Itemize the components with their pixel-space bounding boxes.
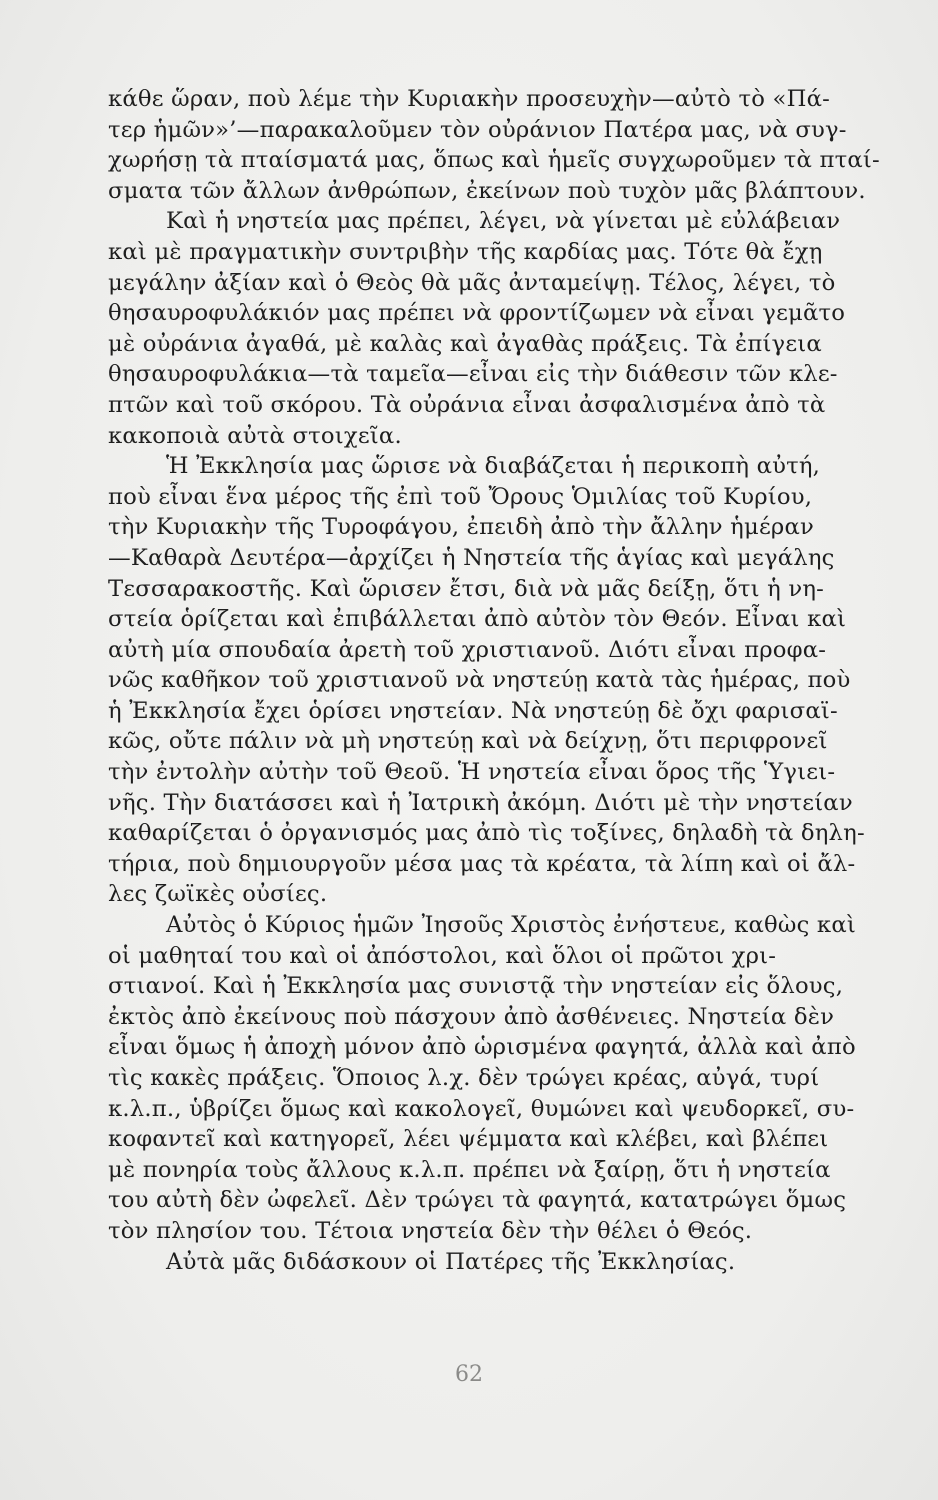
text-line: τὴν ἐντολὴν αὐτὴν τοῦ Θεοῦ. Ἡ νηστεία εἶναι ὅρος τῆς Ὑγιει-	[108, 759, 836, 786]
text-line: ποὺ εἶναι ἕνα μέρος τῆς ἐπὶ τοῦ Ὄρους Ὁμιλίας τοῦ Κυρίου,	[108, 483, 813, 510]
text-line: πτῶν καὶ τοῦ σκόρου. Τὰ οὐράνια εἶναι ἀσφαλισμένα ἀπὸ τὰ	[108, 391, 826, 418]
text-line: τήρια, ποὺ δημιουργοῦν μέσα μας τὰ κρέατα, τὰ λίπη καὶ οἱ ἄλ-	[108, 850, 856, 877]
text-line: Αὐτὸς ὁ Κύριος ἡμῶν Ἰησοῦς Χριστὸς ἐνήστευε, καθὼς καὶ	[166, 912, 856, 939]
text-line: μεγάλην ἀξίαν καὶ ὁ Θεὸς θὰ μᾶς ἀνταμείψῃ. Τέλος, λέγει, τὸ	[108, 269, 836, 296]
text-line: τὴν Κυριακὴν τῆς Τυροφάγου, ἐπειδὴ ἀπὸ τὴν ἄλλην ἡμέραν	[108, 514, 814, 541]
text-line: Αὐτὰ μᾶς διδάσκουν οἱ Πατέρες τῆς Ἐκκλησίας.	[166, 1248, 736, 1275]
text-line: καθαρίζεται ὁ ὀργανισμός μας ἀπὸ τὶς τοξίνες, δηλαδὴ τὰ δηλη-	[108, 820, 865, 847]
text-line: μὲ πονηρία τοὺς ἄλλους κ.λ.π. πρέπει νὰ ξαίρῃ, ὅτι ἡ νηστεία	[108, 1156, 831, 1183]
text-line: Καὶ ἡ νηστεία μας πρέπει, λέγει, νὰ γίνεται μὲ εὐλάβειαν	[166, 208, 841, 235]
text-line: ἡ Ἐκκλησία ἔχει ὁρίσει νηστείαν. Νὰ νηστεύῃ δὲ ὄχι φαρισαϊ-	[108, 697, 838, 724]
text-line: καὶ μὲ πραγματικὴν συντριβὴν τῆς καρδίας μας. Τότε θὰ ἔχῃ	[108, 238, 823, 265]
text-line: κ.λ.π., ὑβρίζει ὅμως καὶ κακολογεῖ, θυμώνει καὶ ψευδορκεῖ, συ-	[108, 1095, 855, 1122]
text-line: ἐκτὸς ἀπὸ ἐκείνους ποὺ πάσχουν ἀπὸ ἀσθένειες. Νηστεία δὲν	[108, 1003, 835, 1030]
text-line: κάθε ὥραν, ποὺ λέμε τὴν Κυριακὴν προσευχὴν—αὐτὸ τὸ «Πά-	[108, 86, 830, 112]
text-line: —Καθαρὰ Δευτέρα—ἀρχίζει ἡ Νηστεία τῆς ἁγίας καὶ μεγάλης	[108, 544, 835, 571]
text-line: θησαυροφυλάκιόν μας πρέπει νὰ φροντίζωμεν νὰ εἶναι γεμᾶτο	[108, 300, 846, 327]
text-line: τὶς κακὲς πράξεις. Ὅποιος λ.χ. δὲν τρώγει κρέας, αὐγά, τυρί	[108, 1065, 820, 1091]
text-line: σματα τῶν ἄλλων ἀνθρώπων, ἐκείνων ποὺ τυχὸν μᾶς βλάπτουν.	[108, 177, 866, 204]
page-number: 62	[455, 1362, 483, 1387]
text-line: μὲ οὐράνια ἀγαθά, μὲ καλὰς καὶ ἀγαθὰς πράξεις. Τὰ ἐπίγεια	[108, 330, 822, 357]
text-line: του αὐτὴ δὲν ὠφελεῖ. Δὲν τρώγει τὰ φαγητά, κατατρώγει ὅμως	[108, 1187, 847, 1214]
text-line: κακοποιὰ αὐτὰ στοιχεῖα.	[108, 422, 402, 449]
text-line: λες ζωϊκὲς οὐσίες.	[108, 881, 328, 908]
text-line: στεία ὁρίζεται καὶ ἐπιβάλλεται ἀπὸ αὐτὸν τὸν Θεόν. Εἶναι καὶ	[108, 606, 847, 633]
text-line: τὸν πλησίον του. Τέτοια νηστεία δὲν τὴν θέλει ὁ Θεός.	[108, 1217, 753, 1244]
text-line: θησαυροφυλάκια—τὰ ταμεῖα—εἶναι εἰς τὴν διάθεσιν τῶν κλε-	[108, 361, 838, 388]
text-line: στιανοί. Καὶ ἡ Ἐκκλησία μας συνιστᾷ τὴν νηστείαν εἰς ὅλους,	[108, 973, 844, 1000]
text-line: χωρήσῃ τὰ πταίσματά μας, ὅπως καὶ ἡμεῖς συγχωροῦμεν τὰ πταί-	[108, 147, 880, 174]
text-line: αὐτὴ μία σπουδαία ἀρετὴ τοῦ χριστιανοῦ. Διότι εἶναι προφα-	[108, 636, 827, 663]
text-line: νῶς καθῆκον τοῦ χριστιανοῦ νὰ νηστεύῃ κατὰ τὰς ἡμέρας, ποὺ	[108, 667, 851, 694]
text-line: εἶναι ὅμως ἡ ἀποχὴ μόνον ἀπὸ ὡρισμένα φαγητά, ἀλλὰ καὶ ἀπὸ	[108, 1034, 856, 1061]
body-text	[108, 84, 898, 1277]
text-line: νῆς. Τὴν διατάσσει καὶ ἡ Ἰατρικὴ ἀκόμη. Διότι μὲ τὴν νηστείαν	[108, 789, 853, 816]
text-line: Ἡ Ἐκκλησία μας ὥρισε νὰ διαβάζεται ἡ περικοπὴ αὐτή,	[166, 453, 821, 480]
text-line: οἱ μαθηταί του καὶ οἱ ἀπόστολοι, καὶ ὅλοι οἱ πρῶτοι χρι-	[108, 942, 777, 969]
text-line: κῶς, οὔτε πάλιν νὰ μὴ νηστεύῃ καὶ νὰ δείχνῃ, ὅτι περιφρονεῖ	[108, 728, 828, 755]
text-line: τερ ἡμῶν»’—παρακαλοῦμεν τὸν οὐράνιον Πατέρα μας, νὰ συγ-	[108, 116, 847, 143]
text-line: κοφαντεῖ καὶ κατηγορεῖ, λέει ψέμματα καὶ κλέβει, καὶ βλέπει	[108, 1126, 829, 1153]
text-line: Τεσσαρακοστῆς. Καὶ ὥρισεν ἔτσι, διὰ νὰ μᾶς δείξῃ, ὅτι ἡ νη-	[108, 575, 824, 602]
